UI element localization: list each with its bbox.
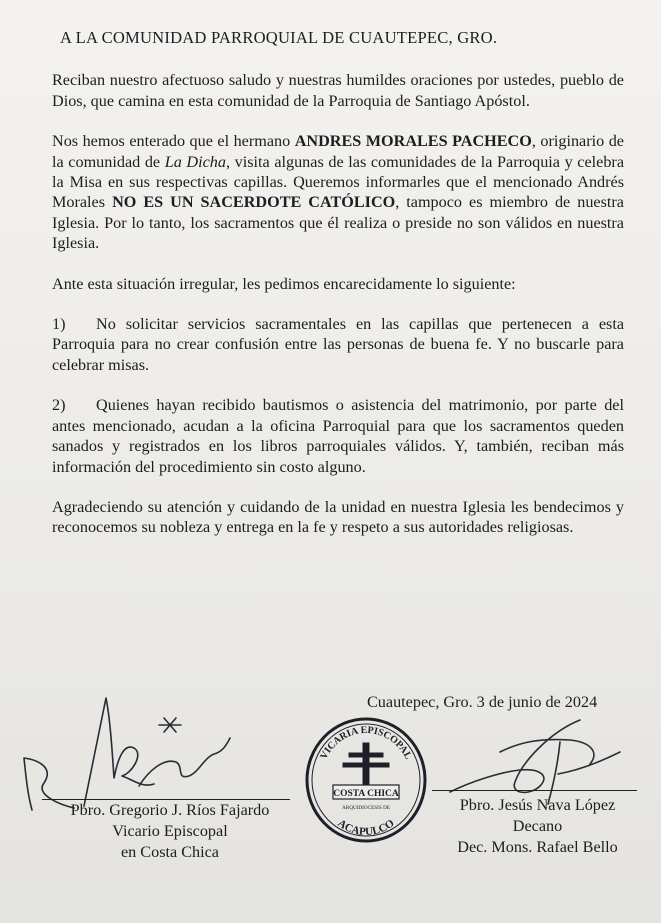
letter-heading: A LA COMUNIDAD PARROQUIAL DE CUAUTEPEC, GRO. xyxy=(60,28,498,47)
closing-paragraph: Agradeciendo su atención y cuidando de la unidad en nuestra Iglesia les bendecimos y reconocemos su nobleza y entrega en la fe y respeto a sus autoridades religiosas. xyxy=(52,497,624,537)
vicariate-seal xyxy=(303,713,429,843)
seal-bottom-text: ACAPULCO xyxy=(335,817,397,839)
list-text: Quienes hayan recibido bautismos o asistencia del matrimonio, por parte del antes mencionado, acudan a la oficina Parroquial para que los sacramentos queden sanados y registrados en los libros parroquiales válidos. Y, también, reciban más información del procedimiento sin costo alguno. xyxy=(52,396,624,476)
notice-text-3: , visita algunas de las comunidades de la Parroquia y celebra la Misa en sus respectivas capillas. Queremos informarles que el mencionado Andrés Morales xyxy=(52,152,624,212)
list-text: No solicitar servicios sacramentales en las capillas que pertenecen a esta Parroquia para no crear confusión entre las personas de buena fe. Y no buscarle para celebrar misas. xyxy=(52,315,624,374)
notice-text-4: , tampoco es miembro de nuestra Iglesia. Por lo tanto, los sacramentos que él realiza o preside no son válidos en nuestra Iglesia. xyxy=(52,193,624,253)
seal-small-text: ARQUIDIOCESIS DE xyxy=(342,805,390,811)
signatory-right xyxy=(425,795,650,858)
cross-icon xyxy=(343,743,389,785)
signatory-left-name: Pbro. Gregorio J. Ríos Fajardo xyxy=(70,801,270,819)
svg-text:ACAPULCO xyxy=(335,817,397,838)
seal-middle-text: COSTA CHICA xyxy=(333,789,399,799)
notice-text-2: , originario de la comunidad de xyxy=(52,132,624,171)
signature-line-right xyxy=(432,790,637,791)
greeting-paragraph: Reciban nuestro afectuoso saludo y nuestras humildes oraciones por ustedes, pueblo de Dios, que camina en esta comunidad de la Parroquia de Santiago Apóstol. xyxy=(52,71,624,110)
signatory-right-name: Pbro. Jesús Nava López xyxy=(459,796,616,814)
list-number: 2) xyxy=(52,396,66,415)
place-date: Cuautepec, Gro. 3 de junio de 2024 xyxy=(367,693,598,711)
list-number: 1) xyxy=(52,315,66,334)
signatory-left-region: en Costa Chica xyxy=(120,843,219,861)
request-intro: Ante esta situación irregular, les pedimos encarecidamente lo siguiente: xyxy=(52,274,516,293)
signatory-right-deanery: Dec. Mons. Rafael Bello xyxy=(457,838,618,856)
seal-top-text: VICARIA EPISCOPAL xyxy=(318,724,414,762)
signatory-left xyxy=(40,800,300,863)
signatory-right-title: Decano xyxy=(512,817,563,835)
list-item xyxy=(52,395,624,477)
signatory-left-title: Vicario Episcopal xyxy=(112,822,228,840)
list-item xyxy=(52,314,624,375)
notice-paragraph xyxy=(52,131,624,253)
community-name: La Dicha xyxy=(164,152,226,171)
letter-body xyxy=(52,28,624,558)
person-name: ANDRES MORALES PACHECO xyxy=(294,132,532,151)
notice-text-1: Nos hemos enterado que el hermano xyxy=(52,132,295,151)
not-priest-statement: NO ES UN SACERDOTE CATÓLICO xyxy=(112,193,396,212)
